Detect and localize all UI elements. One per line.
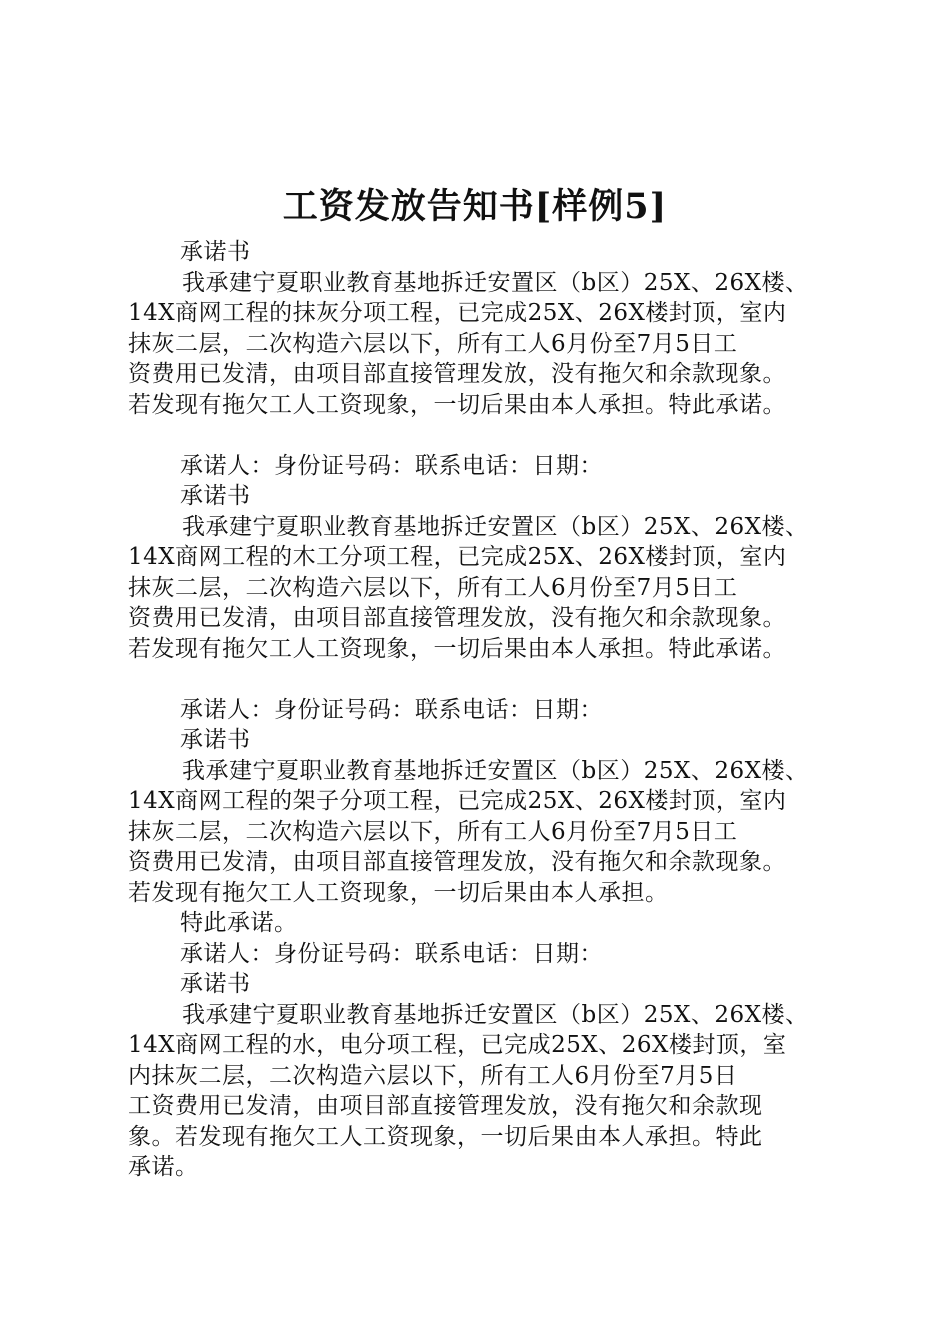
text-line: 我承建宁夏职业教育基地拆迁安置区（b区）25X、26X楼、 [182, 757, 809, 784]
text-line: 我承建宁夏职业教育基地拆迁安置区（b区）25X、26X楼、 [182, 269, 809, 296]
text-line: 14X商网工程的架子分项工程，已完成25X、26X楼封顶，室内 [128, 788, 787, 814]
text-line: 若发现有拖欠工人工资现象，一切后果由本人承担。特此承诺。 [128, 635, 786, 662]
text-line: 资费用已发清，由项目部直接管理发放，没有拖欠和余款现象。 [128, 849, 786, 875]
text-line: 抹灰二层，二次构造六层以下，所有工人6月份至7月5日工 [128, 330, 738, 357]
text-line: 14X商网工程的抹灰分项工程，已完成25X、26X楼封顶，室内 [128, 300, 787, 326]
text-line: 我承建宁夏职业教育基地拆迁安置区（b区）25X、26X楼、 [182, 513, 809, 540]
text-line: 抹灰二层，二次构造六层以下，所有工人6月份至7月5日工 [128, 574, 738, 601]
text-line: 承诺人：身份证号码：联系电话：日期： [180, 696, 603, 723]
text-line: 特此承诺。 [180, 910, 298, 936]
text-line: 工资费用已发清，由项目部直接管理发放，没有拖欠和余款现 [128, 1093, 763, 1119]
text-line: 若发现有拖欠工人工资现象，一切后果由本人承担。 [128, 879, 669, 906]
document-title: 工资发放告知书[样例5] [282, 186, 668, 227]
text-line: 承诺书 [180, 727, 251, 753]
text-line: 我承建宁夏职业教育基地拆迁安置区（b区）25X、26X楼、 [182, 1001, 809, 1028]
text-line: 承诺书 [180, 971, 251, 997]
text-line: 14X商网工程的水，电分项工程，已完成25X、26X楼封顶，室 [128, 1032, 787, 1058]
text-line: 资费用已发清，由项目部直接管理发放，没有拖欠和余款现象。 [128, 605, 786, 631]
text-line: 承诺人：身份证号码：联系电话：日期： [180, 452, 603, 479]
text-line: 14X商网工程的木工分项工程，已完成25X、26X楼封顶，室内 [128, 544, 787, 570]
text-line: 抹灰二层，二次构造六层以下，所有工人6月份至7月5日工 [128, 818, 738, 845]
text-line: 承诺书 [180, 239, 251, 265]
text-line: 若发现有拖欠工人工资现象，一切后果由本人承担。特此承诺。 [128, 391, 786, 418]
text-line: 资费用已发清，由项目部直接管理发放，没有拖欠和余款现象。 [128, 361, 786, 387]
text-line: 内抹灰二层，二次构造六层以下，所有工人6月份至7月5日 [128, 1062, 738, 1089]
text-line: 承诺人：身份证号码：联系电话：日期： [180, 940, 603, 967]
text-line: 承诺。 [128, 1154, 199, 1180]
text-line: 承诺书 [180, 483, 251, 509]
text-line: 象。若发现有拖欠工人工资现象，一切后果由本人承担。特此 [128, 1123, 763, 1150]
